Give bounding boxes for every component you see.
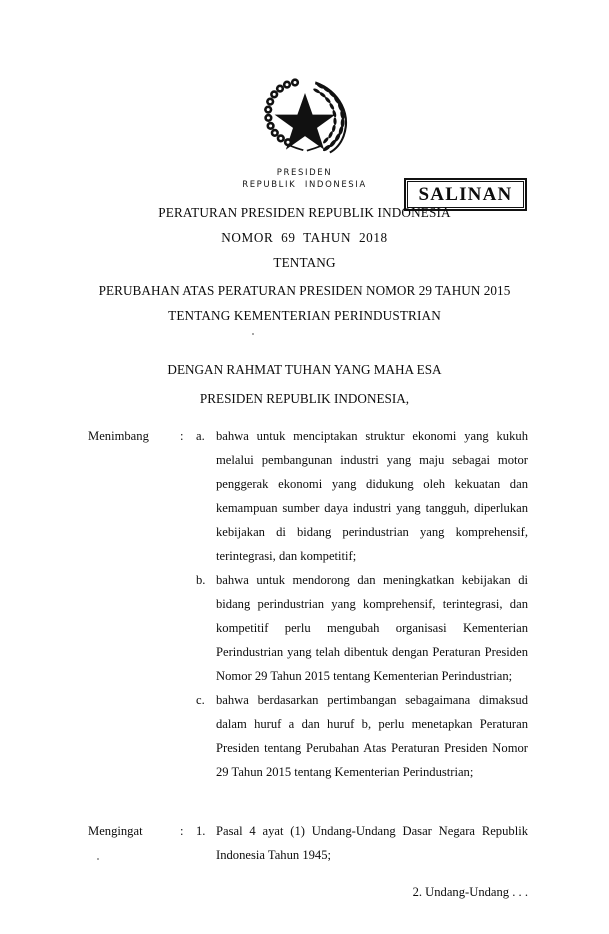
clause-label-mengingat: Mengingat (88, 824, 143, 838)
document-header (0, 76, 609, 205)
title-number-year: NOMOR 69 TAHUN 2018 (221, 230, 388, 245)
list-item-marker: a. (196, 429, 205, 443)
clause-item-list (196, 819, 528, 867)
title-regulation-type: PERATURAN PRESIDEN REPUBLIK INDONESIA (158, 205, 451, 220)
list-item (196, 424, 528, 568)
clause-colon: : (180, 429, 184, 443)
clause-row (88, 819, 528, 867)
invocation-block (0, 355, 609, 413)
list-item-text: bahwa untuk menciptakan struktur ekonomi yang kukuh melalui pembangunan industri yang maju sebagai motor penggerak ekonomi yang didukung oleh kekuatan dan kemampuan sumber daya industri yang tangguh, diperlukan kebijakan di bidang perindustrian yang komprehensif, terintegrasi, dan kompetitif; (216, 429, 528, 563)
scan-artifact-dot (252, 333, 254, 335)
list-item (196, 568, 528, 688)
list-item (196, 819, 528, 867)
salinan-stamp-label: SALINAN (418, 184, 513, 205)
title-tentang-keyword: TENTANG (273, 255, 336, 270)
list-item (196, 688, 528, 784)
caption-line-republik-indonesia: REPUBLIK INDONESIA (242, 179, 367, 190)
caption-line-presiden: PRESIDEN (276, 168, 333, 178)
clause-label-menimbang: Menimbang (88, 429, 149, 443)
clause-colon: : (180, 824, 184, 838)
scan-artifact-dot (97, 858, 99, 860)
title-subject-line-1: PERUBAHAN ATAS PERATURAN PRESIDEN NOMOR 29 TAHUN 2015 (98, 283, 511, 298)
list-item-text: Pasal 4 ayat (1) Undang-Undang Dasar Negara Republik Indonesia Tahun 1945; (216, 824, 528, 862)
page-continuation-catchword: 2. Undang-Undang . . . (412, 885, 528, 899)
clause-row (88, 424, 528, 784)
list-item-marker: b. (196, 573, 206, 587)
list-item-text: bahwa berdasarkan pertimbangan sebagaimana dimaksud dalam huruf a dan huruf b, perlu menetapkan Peraturan Presiden tentang Perubahan Atas Peraturan Presiden Nomor 29 Tahun 2015 tentang Kementerian Perindustrian; (216, 693, 528, 779)
list-item-marker: 1. (196, 824, 206, 838)
title-subject-line-2: TENTANG KEMENTERIAN PERINDUSTRIAN (168, 308, 441, 323)
clause-group-menimbang (88, 424, 528, 784)
list-item-text: bahwa untuk mendorong dan meningkatkan kebijakan di bidang perindustrian yang komprehensif, terintegrasi, dan kompetitif perlu mengubah organisasi Kementerian Perindustrian yang telah dibentuk dengan Peraturan Presiden Nomor 29 Tahun 2015 tentang Kementerian Perindustrian; (216, 573, 528, 683)
invocation-authority: PRESIDEN REPUBLIK INDONESIA, (199, 391, 410, 406)
presiden-republik-indonesia-caption (0, 168, 609, 191)
garuda-star-wreath-emblem-icon (256, 76, 354, 156)
clause-group-mengingat (88, 819, 528, 867)
list-item-marker: c. (196, 693, 205, 707)
clause-item-list (196, 424, 528, 784)
document-title-block (0, 200, 609, 328)
invocation-blessing: DENGAN RAHMAT TUHAN YANG MAHA ESA (167, 362, 442, 377)
